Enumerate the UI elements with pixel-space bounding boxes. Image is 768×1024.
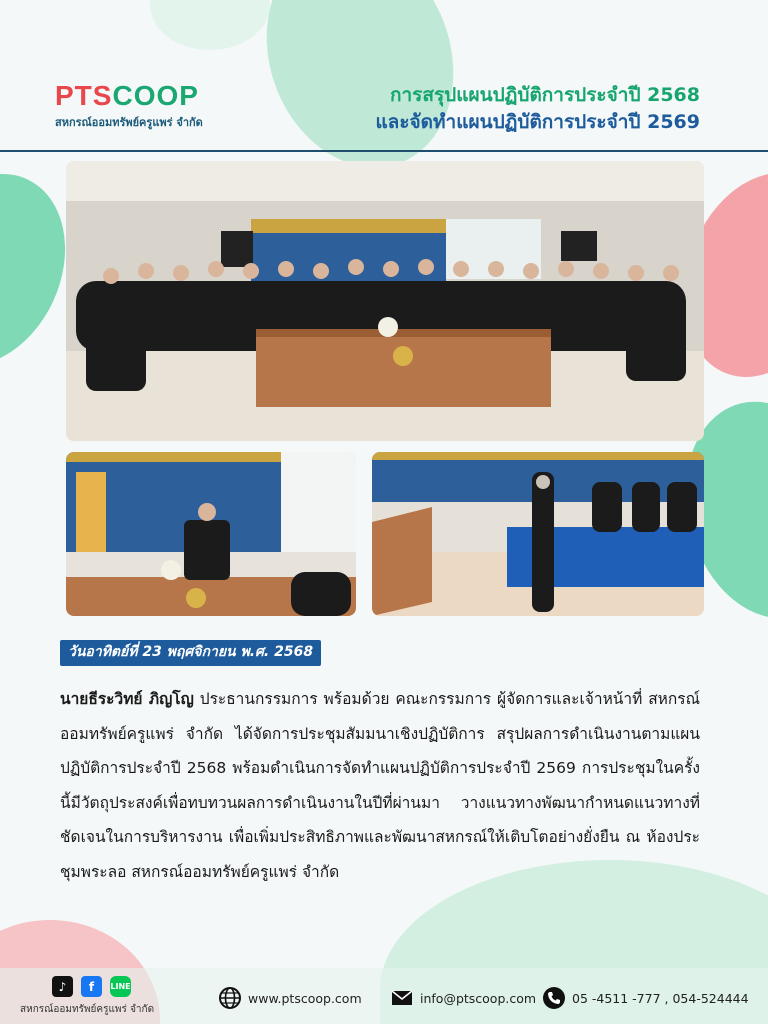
workshop-photo xyxy=(372,452,704,616)
page-title xyxy=(375,82,700,136)
line-icon[interactable]: LINE xyxy=(110,976,131,997)
phone-contact[interactable] xyxy=(542,986,749,1010)
social-links xyxy=(52,976,131,997)
website-text[interactable]: www.ptscoop.com xyxy=(248,990,362,1006)
tiktok-icon[interactable]: ♪ xyxy=(52,976,73,997)
article-text: ประธานกรรมการ พร้อมด้วย คณะกรรมการ ผู้จัดการและเจ้าหน้าที่ สหกรณ์ออมทรัพย์ครูแพร่ จำกัด ได้จัดการประชุมสัมมนาเชิงปฏิบัติการ สรุปผลการดำเนินงานตามแผนปฏิบัติการประจำปี 2568 พร้อมดำเนินการจัดทำแผนปฏิบัติการประจำปี 2569 การประชุมในครั้งนี้มีวัตถุประสงค์เพื่อทบทวนผลการดำเนินงานในปีที่ผ่านมา วางแนวทางพัฒนากำหนดแนวทางที่ชัดเจนในการบริหารงาน เพื่อเพิ่มประสิทธิภาพและพัฒนาสหกรณ์ให้เติบโตอย่างยั่งยืน ณ ห้องประชุมพระลอ สหกรณ์ออมทรัพย์ครูแพร่ จำกัด xyxy=(60,690,700,881)
facebook-icon[interactable]: f xyxy=(81,976,102,997)
title-line-2: และจัดทำแผนปฏิบัติการประจำปี 2569 xyxy=(375,111,700,133)
page-header xyxy=(0,0,768,150)
ptscoop-logo xyxy=(55,82,203,131)
logo-wordmark: PTSCOOP xyxy=(55,80,199,111)
globe-icon xyxy=(218,986,242,1010)
date-badge: วันอาทิตย์ที่ 23 พฤศจิกายน พ.ศ. 2568 xyxy=(60,640,321,666)
page-footer xyxy=(0,968,768,1024)
chairman-name: นายธีระวิทย์ ภิญโญ xyxy=(60,690,194,708)
header-divider xyxy=(0,150,768,152)
title-line-1: การสรุปแผนปฏิบัติการประจำปี 2568 xyxy=(389,84,700,106)
phone-text[interactable]: 05 -4511 -777 , 054-524444 xyxy=(572,990,749,1006)
mail-icon xyxy=(390,986,414,1010)
group-photo xyxy=(66,161,704,441)
email-contact[interactable] xyxy=(390,986,536,1010)
logo-org-name: สหกรณ์ออมทรัพย์ครูแพร่ จำกัด xyxy=(55,116,203,129)
chairman-speech-photo xyxy=(66,452,356,616)
article-body xyxy=(60,682,700,889)
phone-icon xyxy=(542,986,566,1010)
footer-org-name: สหกรณ์ออมทรัพย์ครูแพร่ จำกัด xyxy=(20,1004,155,1015)
website-contact[interactable] xyxy=(218,986,362,1010)
email-text[interactable]: info@ptscoop.com xyxy=(420,990,537,1006)
